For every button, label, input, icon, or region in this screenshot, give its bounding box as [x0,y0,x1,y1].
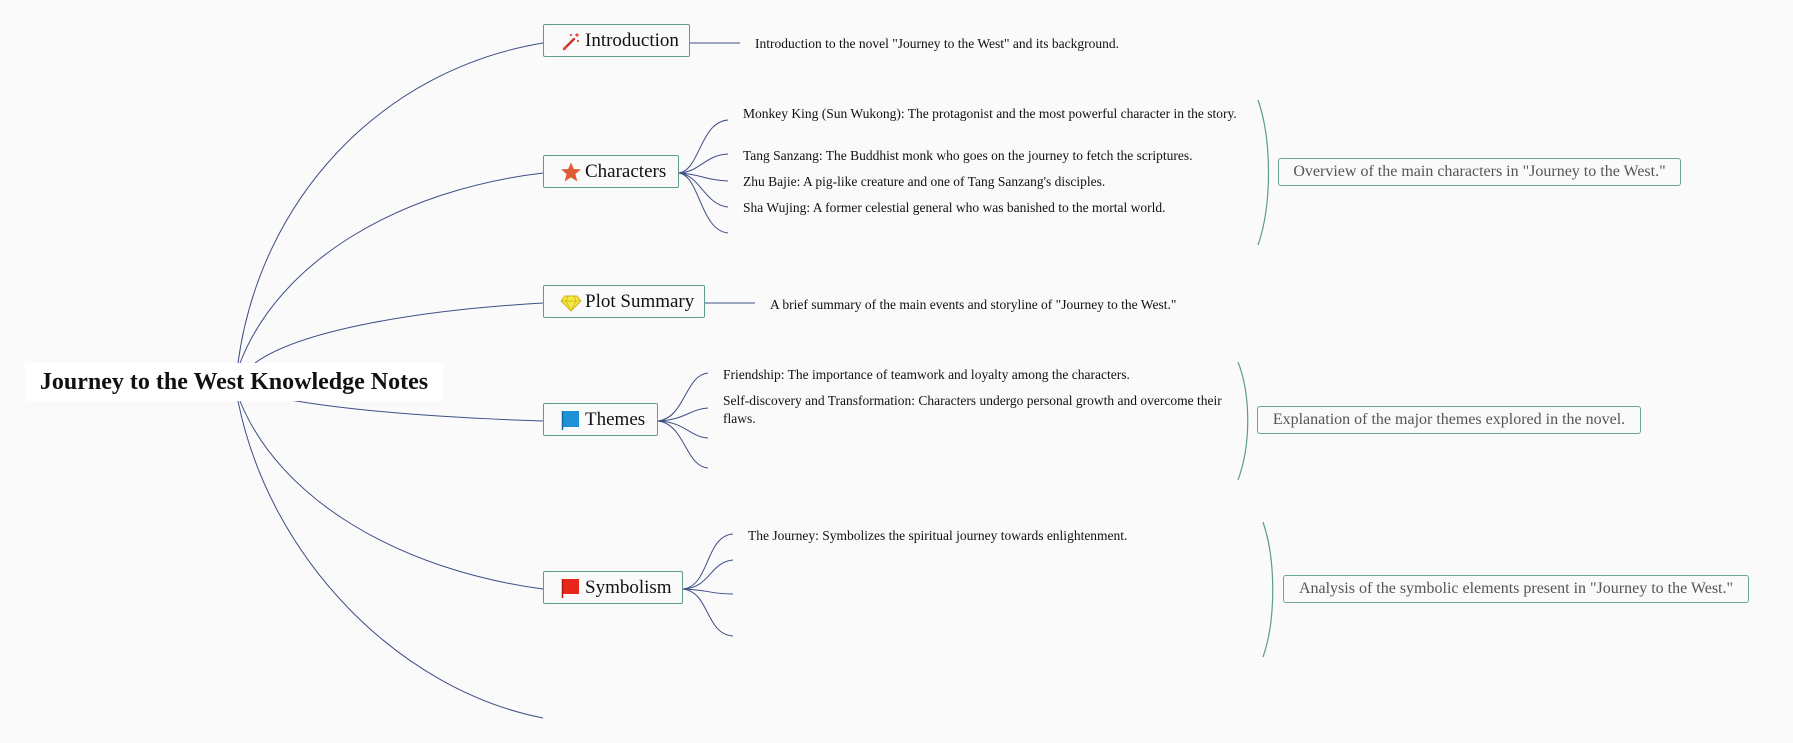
gem-icon [560,291,582,313]
leaf-introduction-1: Introduction to the novel "Journey to the West" and its background. [755,36,1119,51]
topic-label: Introduction [585,29,679,51]
root-title: Journey to the West Knowledge Notes [39,368,429,395]
leaf-characters-4: Sha Wujing: A former celestial general who was banished to the mortal world. [743,200,1166,215]
leaf-themes-1: Friendship: The importance of teamwork and loyalty among the characters. [723,367,1130,382]
topic-plot-summary[interactable] [543,285,705,318]
magic-wand-icon [560,30,582,52]
link-characters-5 [679,173,728,233]
blue-flag-icon [560,409,582,431]
leaf-plot-summary-1: A brief summary of the main events and storyline of "Journey to the West." [770,297,1177,312]
branch-plot-summary [255,303,543,363]
root-topic[interactable] [25,363,443,401]
branch-themes [290,400,543,421]
branch-introduction [238,43,543,363]
summary-symbolism[interactable] [1283,575,1749,603]
leaf-characters-3: Zhu Bajie: A pig-like creature and one of Tang Sanzang's disciples. [743,174,1106,189]
topic-symbolism[interactable] [543,571,683,604]
leaf-symbolism-1: The Journey: Symbolizes the spiritual journey towards enlightenment. [748,528,1128,543]
branch-symbolism [240,401,543,589]
topic-introduction[interactable] [543,24,690,57]
link-characters-1 [679,120,728,173]
leaf-themes-2: Self-discovery and Transformation: Characters undergo personal growth and overcome their flaws. [723,393,1222,426]
topic-label: Plot Summary [585,290,695,312]
link-symbolism-2 [683,560,733,589]
topic-label: Symbolism [585,576,672,598]
branch-characters [240,173,543,363]
summary-characters[interactable] [1278,158,1681,186]
topic-characters[interactable] [543,155,679,188]
topic-themes[interactable] [543,403,658,436]
summary-label: Overview of the main characters in "Journey to the West." [1293,163,1666,180]
link-characters-4 [679,173,728,207]
leaf-characters-2: Tang Sanzang: The Buddhist monk who goes on the journey to fetch the scriptures. [743,148,1193,163]
star-icon [560,161,582,183]
summary-bracket-symbolism [1263,522,1273,657]
summary-bracket-characters [1258,100,1269,245]
topic-label: Themes [585,408,646,430]
summary-themes[interactable] [1257,406,1641,434]
topic-label: Characters [585,160,667,182]
link-symbolism-4 [683,589,733,636]
branch-empty [238,401,543,718]
summary-bracket-themes [1238,362,1248,480]
leaf-characters-1: Monkey King (Sun Wukong): The protagonist and the most powerful character in the story. [743,106,1237,121]
summary-label: Explanation of the major themes explored in the novel. [1272,411,1626,428]
link-themes-1 [658,373,708,421]
red-flag-icon [560,577,582,599]
summary-label: Analysis of the symbolic elements present in "Journey to the West." [1298,580,1734,597]
